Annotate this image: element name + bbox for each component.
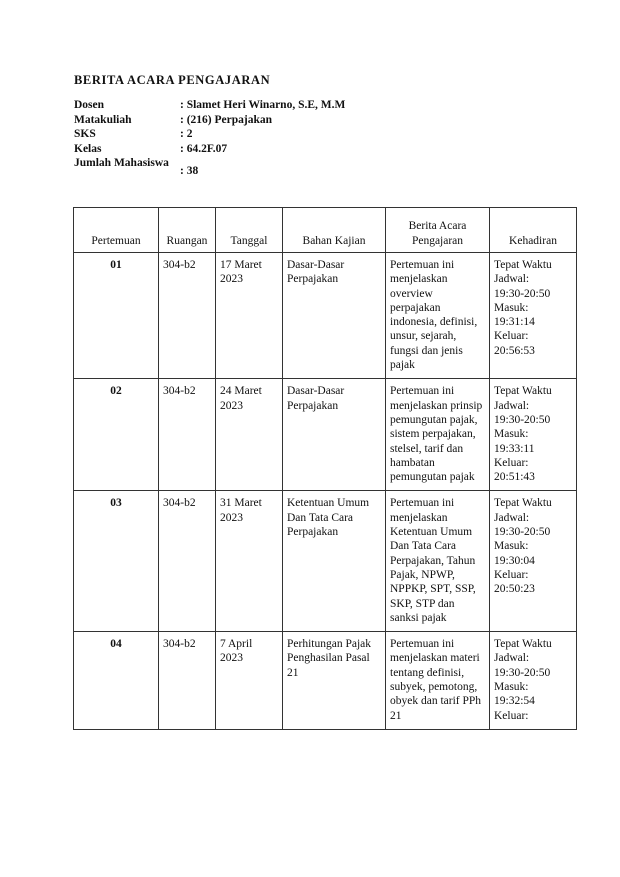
cell-berita-acara: Pertemuan ini menjelaskan materi tentang definisi, subyek, pemotong, obyek dan tarif PPh 21 [386,632,490,730]
header-pertemuan: Pertemuan [74,208,159,253]
info-value: : Slamet Heri Winarno, S.E, M.M [180,99,346,111]
header-kehadiran: Kehadiran [490,208,577,253]
cell-pertemuan: 01 [74,253,159,379]
cell-pertemuan: 02 [74,379,159,491]
cell-tanggal: 24 Maret 2023 [216,379,283,491]
info-value: : 2 [180,128,193,140]
cell-bahan-kajian: Perhitungan Pajak Penghasilan Pasal 21 [283,632,386,730]
info-label: Kelas [74,142,102,155]
info-value: : 64.2F.07 [180,142,228,155]
cell-kehadiran: Tepat Waktu Jadwal: 19:30-20:50 Masuk: 19:31:14 Keluar: 20:56:53 [490,253,577,379]
info-value: : (216) Perpajakan [180,113,272,126]
info-label: Jumlah Mahasiswa [74,157,169,169]
info-label: Dosen [74,99,105,111]
cell-ruangan: 304-b2 [159,253,216,379]
cell-tanggal: 17 Maret 2023 [216,253,283,379]
header-berita-acara: Berita Acara Pengajaran [386,208,490,253]
teaching-record-table [73,207,577,730]
cell-tanggal: 7 April 2023 [216,632,283,730]
info-label: Matakuliah [74,113,132,126]
document-title: BERITA ACARA PENGAJARAN [74,73,271,87]
cell-ruangan: 304-b2 [159,632,216,730]
cell-berita-acara: Pertemuan ini menjelaskan Ketentuan Umum Dan Tata Cara Perpajakan, Tahun Pajak, NPWP, NPPKP, SPT, SSP, SKP, STP dan sanksi pajak [386,491,490,632]
cell-bahan-kajian: Ketentuan Umum Dan Tata Cara Perpajakan [283,491,386,632]
header-ruangan: Ruangan [159,208,216,253]
header-bahan-kajian: Bahan Kajian [283,208,386,253]
cell-tanggal: 31 Maret 2023 [216,491,283,632]
cell-kehadiran: Tepat Waktu Jadwal: 19:30-20:50 Masuk: 19:32:54 Keluar: [490,632,577,730]
cell-ruangan: 304-b2 [159,491,216,632]
cell-berita-acara: Pertemuan ini menjelaskan prinsip pemungutan pajak, sistem perpajakan, stelsel, tarif dan hambatan pemungutan pajak [386,379,490,491]
info-label: SKS [74,128,96,140]
cell-berita-acara: Pertemuan ini menjelaskan overview perpajakan indonesia, definisi, unsur, sejarah, fungsi dan jenis pajak [386,253,490,379]
cell-pertemuan: 03 [74,491,159,632]
table-row [74,491,577,632]
table-row [74,379,577,491]
cell-kehadiran: Tepat Waktu Jadwal: 19:30-20:50 Masuk: 19:33:11 Keluar: 20:51:43 [490,379,577,491]
header-tanggal: Tanggal [216,208,283,253]
cell-pertemuan: 04 [74,632,159,730]
cell-bahan-kajian: Dasar-Dasar Perpajakan [283,253,386,379]
info-value: : 38 [180,165,199,177]
cell-kehadiran: Tepat Waktu Jadwal: 19:30-20:50 Masuk: 19:30:04 Keluar: 20:50:23 [490,491,577,632]
cell-bahan-kajian: Dasar-Dasar Perpajakan [283,379,386,491]
cell-ruangan: 304-b2 [159,379,216,491]
table-row [74,253,577,379]
table-header-row [74,208,577,253]
table-row [74,632,577,730]
